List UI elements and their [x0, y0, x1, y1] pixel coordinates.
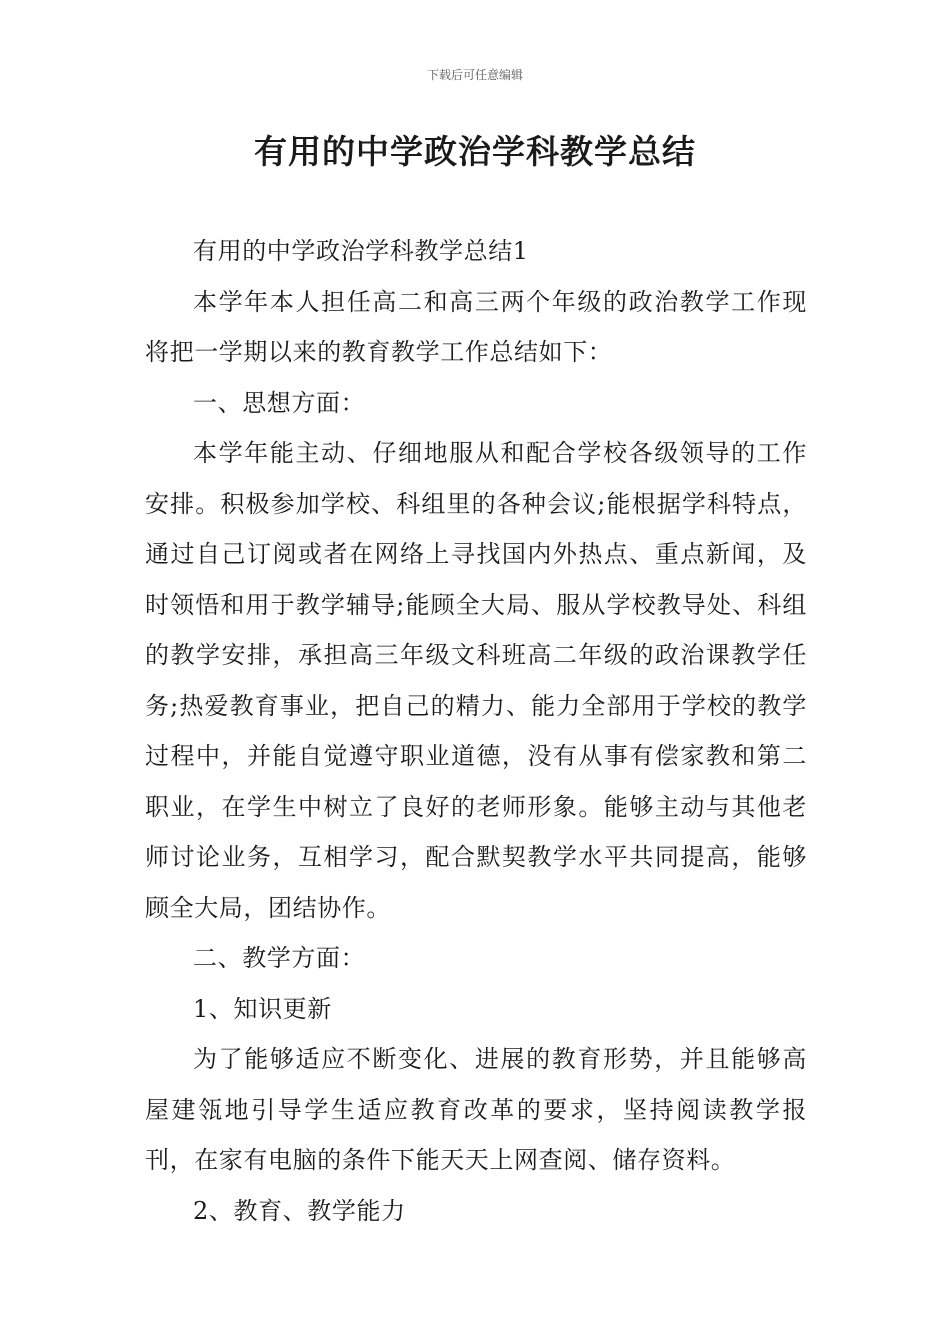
body-paragraph: 本学年本人担任高二和高三两个年级的政治教学工作现将把一学期以来的教育教学工作总结如下： — [145, 287, 807, 366]
document-body — [145, 226, 807, 1236]
subsection-heading: 2、教育、教学能力 — [193, 1196, 406, 1225]
section-heading: 一、思想方面： — [193, 388, 366, 417]
section-heading: 有用的中学政治学科教学总结1 — [193, 237, 529, 265]
body-paragraph: 本学年能主动、仔细地服从和配合学校各级领导的工作安排。积极参加学校、科组里的各种会议;能根据学科特点，通过自己订阅或者在网络上寻找国内外热点、重点新闻，及时领悟和用于教学辅导;能顾全大局、服从学校教导处、科组的教学安排，承担高三年级文科班高二年级的政治课教学任务;热爱教育事业，把自己的精力、能力全部用于学校的教学过程中，并能自觉遵守职业道德，没有从事有偿家教和第二职业，在学生中树立了良好的老师形象。能够主动与其他老师讨论业务，互相学习，配合默契教学水平共同提高，能够顾全大局，团结协作。 — [145, 439, 807, 922]
subsection-heading: 1、知识更新 — [193, 994, 332, 1023]
header-note: 下载后可任意编辑 — [426, 68, 523, 82]
document-title: 有用的中学政治学科教学总结 — [254, 132, 696, 171]
body-paragraph: 为了能够适应不断变化、进展的教育形势，并且能够高屋建瓴地引导学生适应教育改革的要求，坚持阅读教学报刊，在家有电脑的条件下能天天上网查阅、储存资料。 — [145, 1045, 807, 1174]
section-heading: 二、教学方面： — [193, 944, 366, 972]
